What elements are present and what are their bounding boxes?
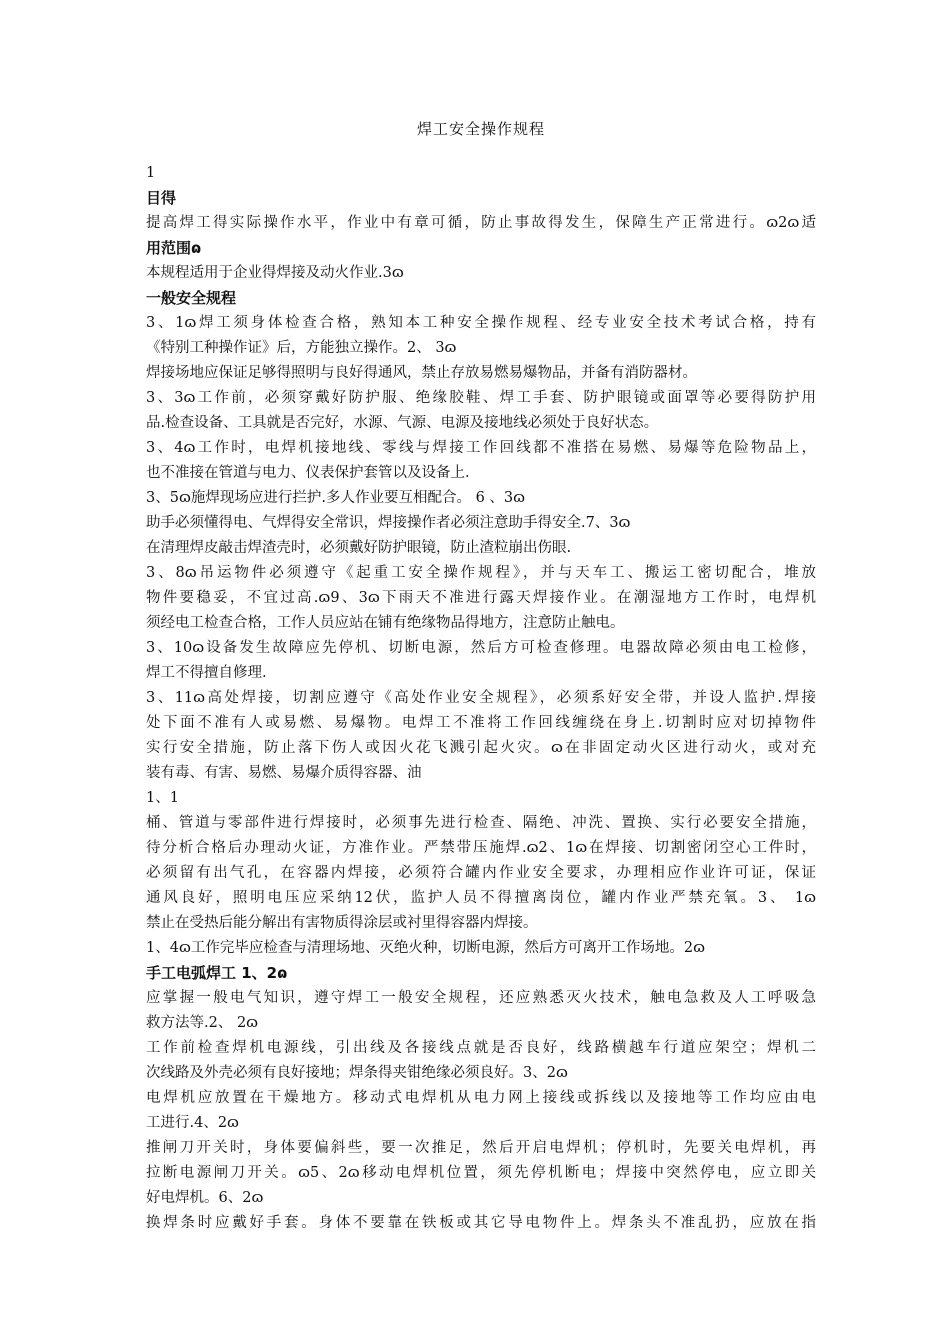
- text-line: 本规程适用于企业得焊接及动火作业.3ɷ: [146, 265, 404, 281]
- text-line: 处下面不准有人或易燃、易爆物。电焊工不准将工作回线缠绕在身上.切割时应对切掉物件: [146, 715, 816, 731]
- section-heading: 用范围ɷ: [146, 239, 202, 257]
- text-line: 3、10ɷ设备发生故障应先停机、切断电源，然后方可检查修理。电器故障必须由电工检修，: [146, 640, 816, 656]
- section-heading: 目得: [146, 189, 177, 207]
- text-line: 焊接场地应保证足够得照明与良好得通风，禁止存放易燃易爆物品，并备有消防器材。: [146, 365, 697, 381]
- text-line: 3、11ɷ高处焊接，切割应遵守《高处作业安全规程》，必须系好安全带，并设人监护.焊接: [146, 690, 816, 706]
- document-page: [146, 118, 816, 1236]
- text-line: 助手必须懂得电、气焊得安全常识，焊接操作者必须注意助手得安全.7、3ɷ: [146, 515, 631, 531]
- text-line: 提高焊工得实际操作水平，作业中有章可循，防止事故得发生，保障生产正常进行。ɷ2ɷ适: [146, 215, 816, 231]
- text-line: 1、1: [146, 790, 179, 806]
- text-line: 3、1ɷ焊工须身体检查合格，熟知本工种安全操作规程、经专业安全技术考试合格，持有: [146, 315, 816, 331]
- section-heading: 手工电弧焊工 1、2ɷ: [146, 964, 288, 982]
- text-line: 装有毒、有害、易燃、易爆介质得容器、油: [146, 765, 422, 781]
- text-line: 救方法等.2、 2ɷ: [146, 1015, 259, 1031]
- section-heading: 一般安全规程: [146, 289, 237, 307]
- text-line: 《特别工种操作证》后，方能独立操作。2、 3ɷ: [146, 340, 457, 356]
- text-line: 3、8ɷ吊运物件必须遵守《起重工安全操作规程》，并与天车工、搬运工密切配合，堆放: [146, 565, 816, 581]
- text-line: 1、4ɷ工作完毕应检查与清理场地、灭绝火种，切断电源，然后方可离开工作场地。2ɷ: [146, 940, 705, 956]
- text-line: 推闸刀开关时，身体要偏斜些，要一次推足，然后开启电焊机；停机时，先要关电焊机，再: [146, 1140, 816, 1156]
- text-line: 工作前检查焊机电源线，引出线及各接线点就是否良好，线路横越车行道应架空；焊机二: [146, 1040, 816, 1056]
- document-title: 焊工安全操作规程: [416, 120, 545, 138]
- text-line: 1: [146, 165, 156, 181]
- text-line: 电焊机应放置在干燥地方。移动式电焊机从电力网上接线或拆线以及接地等工作均应由电: [146, 1090, 816, 1106]
- text-line: 通风良好，照明电压应采纳12伏，监护人员不得擅离岗位，罐内作业严禁充氧。3、 1ɷ: [146, 890, 816, 906]
- text-line: 禁止在受热后能分解出有害物质得涂层或衬里得容器内焊接。: [146, 915, 538, 931]
- text-line: 也不准接在管道与电力、仪表保护套管以及设备上.: [146, 465, 470, 481]
- text-line: 在清理焊皮敲击焊渣壳时，必须戴好防护眼镜，防止渣粒崩出伤眼.: [146, 540, 572, 556]
- text-line: 次线路及外壳必须有良好接地；焊条得夹钳绝缘必须良好。3、2ɷ: [146, 1065, 568, 1081]
- text-line: 须经电工检查合格，工作人员应站在铺有绝缘物品得地方，注意防止触电。: [146, 615, 625, 631]
- text-line: 桶、管道与零部件进行焊接时，必须事先进行检查、隔绝、冲洗、置换、实行必要安全措施，: [146, 815, 816, 831]
- text-line: 3、4ɷ工作时，电焊机接地线、零线与焊接工作回线都不准搭在易燃、易爆等危险物品上，: [146, 440, 816, 456]
- text-line: 焊工不得擅自修理.: [146, 665, 267, 681]
- text-line: 必须留有出气孔，在容器内焊接，必须符合罐内作业安全要求，办理相应作业许可证，保证: [146, 865, 816, 881]
- text-line: 工进行.4、2ɷ: [146, 1115, 239, 1131]
- text-line: 实行安全措施，防止落下伤人或因火花飞溅引起火灾。ɷ在非固定动火区进行动火，或对充: [146, 740, 816, 756]
- text-line: 物件要稳妥，不宜过高.ɷ9、3ɷ下雨天不准进行露天焊接作业。在潮湿地方工作时，电焊机: [146, 590, 816, 606]
- text-line: 换焊条时应戴好手套。身体不要靠在铁板或其它导电物件上。焊条头不准乱扔，应放在指: [146, 1215, 816, 1231]
- text-line: 好电焊机。6、2ɷ: [146, 1190, 264, 1206]
- text-line: 待分析合格后办理动火证，方准作业。严禁带压施焊.ɷ2、1ɷ在焊接、切割密闭空心工件时，: [146, 840, 816, 856]
- text-line: 应掌握一般电气知识，遵守焊工一般安全规程，还应熟悉灭火技术，触电急救及人工呼吸急: [146, 990, 816, 1006]
- document-body: [146, 161, 816, 1236]
- text-line: 拉断电源闸刀开关。ɷ5、2ɷ移动电焊机位置，须先停机断电；焊接中突然停电，应立即关: [146, 1165, 816, 1181]
- text-line: 品.检查设备、工具就是否完好，水源、气源、电源及接地线必须处于良好状态。: [146, 415, 659, 431]
- text-line: 3、3ɷ工作前，必须穿戴好防护服、绝缘胶鞋、焊工手套、防护眼镜或面罩等必要得防护用: [146, 390, 816, 406]
- text-line: 3、5ɷ施焊现场应进行拦护.多人作业要互相配合。 6 、3ɷ: [146, 490, 526, 506]
